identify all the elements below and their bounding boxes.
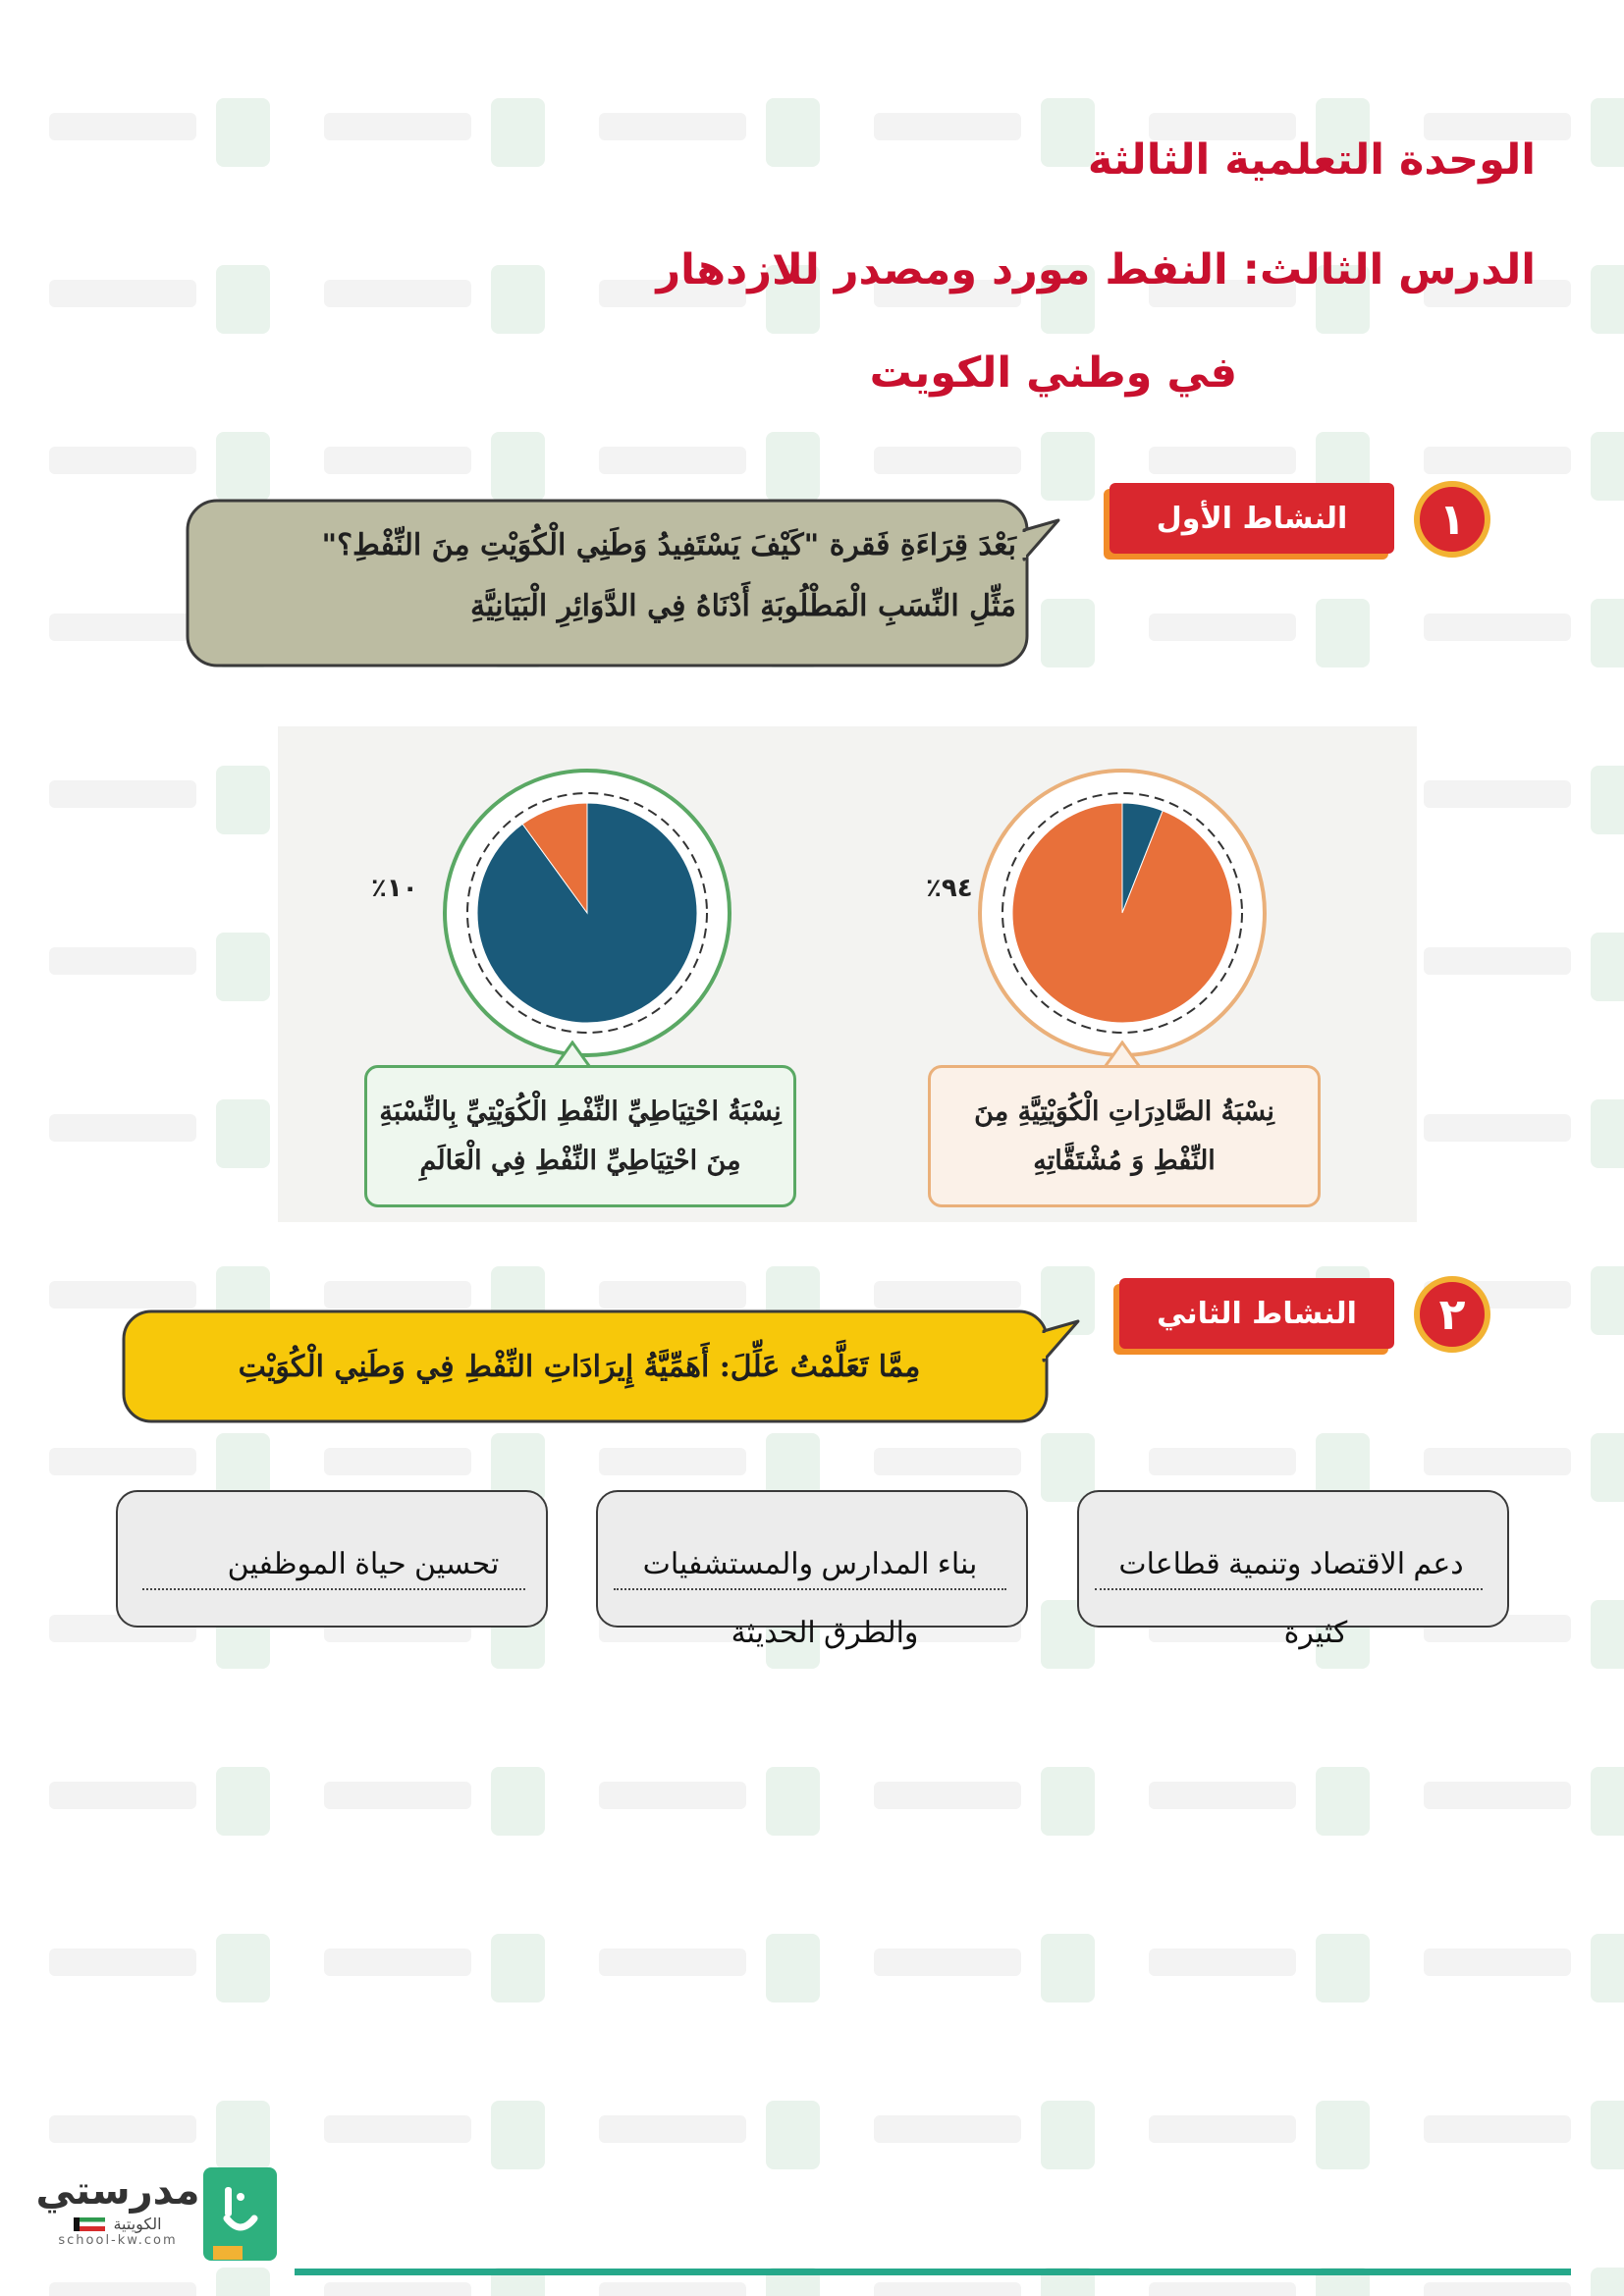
- answer-1-line1: دعم الاقتصاد وتنمية قطاعات: [1118, 1548, 1464, 1580]
- watermark-logo-tile: [766, 1767, 820, 1836]
- watermark-text-tile: [1424, 1114, 1571, 1142]
- watermark-text-tile: [874, 2282, 1021, 2296]
- activity1-badge: [1080, 469, 1512, 577]
- answer-1-line2: كثيرة: [1283, 1617, 1348, 1649]
- watermark-text-tile: [324, 1949, 471, 1976]
- watermark-logo-tile: [1316, 1934, 1370, 2002]
- watermark-text-tile: [1424, 1448, 1571, 1475]
- reserves-pie-chart: [440, 766, 734, 1060]
- watermark-logo-tile: [1041, 1934, 1095, 2002]
- watermark-text-tile: [874, 1782, 1021, 1809]
- watermark-logo-tile: [216, 98, 270, 167]
- watermark-logo-tile: [216, 2101, 270, 2169]
- activity1-number: ١: [1414, 481, 1490, 558]
- lesson-title: الدرس الثالث: النفط مورد ومصدر للازدهار: [656, 245, 1536, 294]
- watermark-logo-tile: [1591, 1099, 1624, 1168]
- watermark-text-tile: [49, 1281, 196, 1308]
- brand-name: مدرستي: [35, 2168, 200, 2214]
- exports-caption-line1: نِسْبَةُ الصَّادِرَاتِ الْكُوَيْتِيَّةِ مِنَ: [974, 1095, 1274, 1127]
- watermark-text-tile: [599, 2115, 746, 2143]
- activity1-instruction-line1: بَعْدَ قِرَاءَةِ فَقرة "كَيْفَ يَسْتَفِيدُ وَطَنِي الْكُوَيْتِ مِنَ النِّفْطِ؟": [321, 528, 1016, 562]
- watermark-text-tile: [874, 447, 1021, 474]
- watermark-text-tile: [49, 1782, 196, 1809]
- watermark-logo-tile: [1591, 933, 1624, 1001]
- brand-website: school-kw.com: [58, 2233, 178, 2248]
- watermark-text-tile: [49, 280, 196, 307]
- pie-chart-panel: [278, 726, 1417, 1222]
- watermark-logo-tile: [766, 2101, 820, 2169]
- watermark-logo-tile: [1591, 2268, 1624, 2296]
- answer-1-dotted-line: [1095, 1588, 1483, 1590]
- answer-3-dotted-line: [142, 1588, 525, 1590]
- watermark-text-tile: [1424, 2115, 1571, 2143]
- watermark-text-tile: [324, 1448, 471, 1475]
- watermark-text-tile: [324, 113, 471, 140]
- watermark-logo-tile: [216, 2268, 270, 2296]
- exports-pie-slices: [1012, 803, 1232, 1023]
- watermark-logo-tile: [1041, 1433, 1095, 1502]
- activity1-label: النشاط الأول: [1110, 483, 1394, 554]
- watermark-logo-tile: [1041, 1767, 1095, 1836]
- watermark-text-tile: [324, 2282, 471, 2296]
- watermark-text-tile: [49, 780, 196, 808]
- watermark-logo-tile: [1591, 432, 1624, 501]
- watermark-text-tile: [1149, 2115, 1296, 2143]
- watermark-text-tile: [324, 447, 471, 474]
- watermark-text-tile: [1424, 2282, 1571, 2296]
- watermark-text-tile: [1149, 614, 1296, 641]
- reserves-percent-label: ١٠٪: [371, 874, 418, 903]
- watermark-logo-tile: [1316, 2101, 1370, 2169]
- brand-subtitle: الكويتية: [113, 2215, 162, 2233]
- watermark-logo-tile: [216, 265, 270, 334]
- exports-pie-slice-oil: [1012, 803, 1232, 1023]
- watermark-text-tile: [599, 1782, 746, 1809]
- answer-3-line1: تحسين حياة الموظفين: [227, 1548, 500, 1580]
- reserves-caption-line1: نِسْبَةُ احْتِيَاطِيِّ النِّفْطِ الْكُوَيْتِيِّ بِالنِّسْبَةِ: [379, 1095, 782, 1127]
- watermark-logo-tile: [1591, 1934, 1624, 2002]
- answer-2-line2: والطرق الحديثة: [731, 1617, 919, 1649]
- watermark-text-tile: [1424, 1782, 1571, 1809]
- watermark-logo-tile: [1591, 1600, 1624, 1669]
- watermark-text-tile: [1424, 947, 1571, 975]
- watermark-logo-tile: [1591, 766, 1624, 834]
- watermark-logo-tile: [216, 1934, 270, 2002]
- watermark-logo-tile: [216, 1767, 270, 1836]
- watermark-text-tile: [599, 1281, 746, 1308]
- reserves-caption: [364, 1065, 796, 1207]
- watermark-text-tile: [49, 447, 196, 474]
- watermark-text-tile: [599, 1448, 746, 1475]
- watermark-text-tile: [1149, 1949, 1296, 1976]
- watermark-text-tile: [1149, 1782, 1296, 1809]
- kuwait-flag-icon: [74, 2217, 105, 2231]
- reserves-caption-line2: مِنَ احْتِيَاطِيِّ النِّفْطِ فِي الْعَالَمِ: [419, 1145, 741, 1176]
- watermark-text-tile: [49, 614, 196, 641]
- watermark-logo-tile: [1041, 2101, 1095, 2169]
- watermark-text-tile: [874, 1949, 1021, 1976]
- reserves-pie-slices: [477, 803, 697, 1023]
- watermark-logo-tile: [491, 2101, 545, 2169]
- watermark-logo-tile: [1316, 1767, 1370, 1836]
- logo-mark-icon: [203, 2167, 277, 2261]
- watermark-text-tile: [1424, 780, 1571, 808]
- watermark-logo-tile: [1041, 98, 1095, 167]
- activity2-badge: [1080, 1264, 1512, 1372]
- watermark-logo-tile: [766, 1934, 820, 2002]
- watermark-text-tile: [599, 1949, 746, 1976]
- watermark-logo-tile: [1591, 599, 1624, 667]
- watermark-text-tile: [874, 113, 1021, 140]
- watermark-logo-tile: [1591, 265, 1624, 334]
- activity1-instruction-line2: مَثِّلِ النِّسَبِ الْمَطْلُوبَةِ أَدْنَاهُ فِي الدَّوَائِرِ الْبَيَانِيَّةِ: [470, 589, 1016, 623]
- watermark-logo-tile: [1591, 1767, 1624, 1836]
- watermark-logo-tile: [216, 933, 270, 1001]
- watermark-text-tile: [1149, 1448, 1296, 1475]
- watermark-logo-tile: [491, 98, 545, 167]
- unit-title: الوحدة التعلمية الثالثة: [1087, 135, 1536, 185]
- watermark-text-tile: [1149, 2282, 1296, 2296]
- watermark-logo-tile: [766, 98, 820, 167]
- watermark-text-tile: [324, 280, 471, 307]
- watermark-text-tile: [324, 1782, 471, 1809]
- answer-2-dotted-line: [614, 1588, 1006, 1590]
- watermark-logo-tile: [491, 1767, 545, 1836]
- watermark-text-tile: [874, 1281, 1021, 1308]
- watermark-text-tile: [49, 1448, 196, 1475]
- watermark-text-tile: [49, 113, 196, 140]
- watermark-text-tile: [874, 1448, 1021, 1475]
- exports-percent-label: ٩٤٪: [926, 874, 973, 903]
- watermark-logo-tile: [1591, 1266, 1624, 1335]
- watermark-logo-tile: [1316, 599, 1370, 667]
- footer-rule: [295, 2269, 1571, 2275]
- watermark-text-tile: [1424, 614, 1571, 641]
- watermark-text-tile: [874, 2115, 1021, 2143]
- watermark-logo-tile: [491, 1934, 545, 2002]
- watermark-text-tile: [49, 947, 196, 975]
- answer-2-line1: بناء المدارس والمستشفيات: [642, 1548, 978, 1580]
- watermark-logo-tile: [1591, 1433, 1624, 1502]
- exports-pie-chart: [975, 766, 1270, 1060]
- watermark-text-tile: [324, 2115, 471, 2143]
- watermark-text-tile: [599, 2282, 746, 2296]
- activity2-number: ٢: [1414, 1276, 1490, 1353]
- watermark-text-tile: [49, 2282, 196, 2296]
- watermark-text-tile: [324, 1281, 471, 1308]
- activity2-instruction: مِمَّا تَعَلَّمْتُ عَلِّلَ: أَهَمِّيَّةُ إِيرَادَاتِ النِّفْطِ فِي وَطَنِي الْكُوَيْتِ: [238, 1350, 921, 1384]
- exports-caption: [928, 1065, 1321, 1207]
- watermark-text-tile: [49, 1949, 196, 1976]
- watermark-logo-tile: [216, 766, 270, 834]
- watermark-text-tile: [599, 447, 746, 474]
- activity2-label: النشاط الثاني: [1119, 1278, 1394, 1349]
- watermark-logo-tile: [216, 1099, 270, 1168]
- brand-logo-icon: [203, 2167, 277, 2261]
- watermark-text-tile: [599, 113, 746, 140]
- exports-caption-line2: النِّفْطِ وَ مُشْتَقَّاتِهِ: [1033, 1145, 1216, 1176]
- watermark-text-tile: [49, 2115, 196, 2143]
- watermark-text-tile: [49, 1114, 196, 1142]
- watermark-logo-tile: [1591, 98, 1624, 167]
- watermark-logo-tile: [1591, 2101, 1624, 2169]
- lesson-title-continuation: في وطني الكويت: [869, 348, 1237, 398]
- watermark-logo-tile: [491, 265, 545, 334]
- watermark-text-tile: [1424, 1949, 1571, 1976]
